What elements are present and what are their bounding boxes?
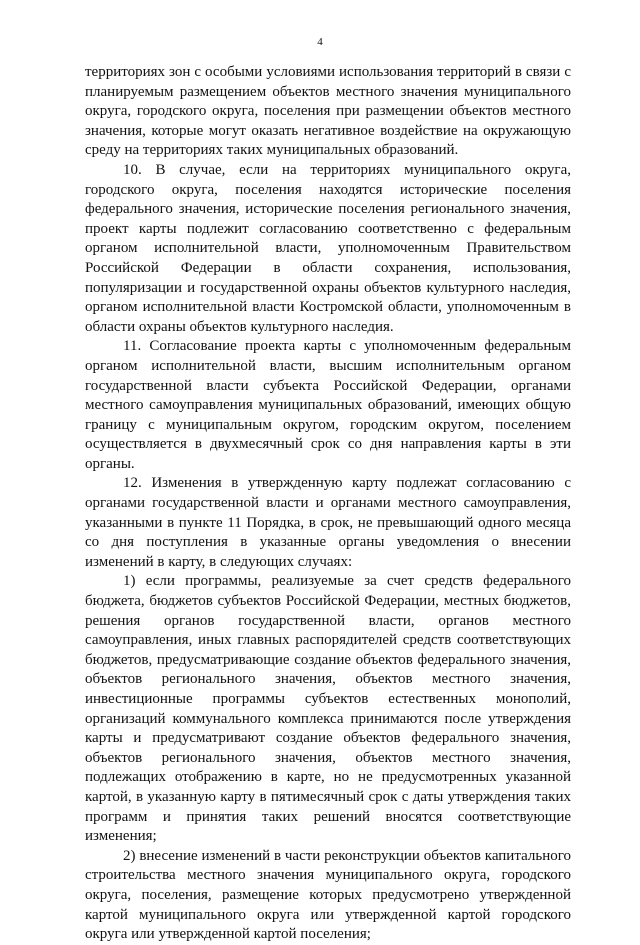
document-body [85, 63, 571, 945]
page-number: 4 [317, 36, 323, 48]
subitem-2: 2) внесение изменений в части реконструкции объектов капитального строительства местного значения муниципального округа, городского округа, поселения, размещение которых предусмотрено утвержденной картой муниципального округа или утвержденной картой городского округа или утвержденной картой поселения; [85, 847, 571, 943]
paragraph-12: 12. Изменения в утвержденную карту подлежат согласованию с органами государственной власти и органами местного самоуправления, указанными в пункте 11 Порядка, в срок, не превышающий одного месяца со дня поступления в указанные органы уведомления о внесении изменений в карту, в следующих случаях: [85, 475, 571, 570]
paragraph-10: 10. В случае, если на территориях муниципального округа, городского округа, поселения находятся исторические поселения федерального значения, исторические поселения регионального значения, проект карты подлежит согласованию соответственно с федеральным органом исполнительной власти, уполномоченным Правительством Российской Федерации в области сохранения, использования, популяризации и государственной охраны объектов культурного наследия, органом исполнительной власти Костромской области, уполномоченным в области охраны объектов культурного наследия. [85, 161, 571, 335]
paragraph-continuation: территориях зон с особыми условиями использования территорий в связи с планируемым размещением объектов местного значения муниципального округа, городского округа, поселения при размещении объектов местного значения, которые могут оказать негативное воздействие на окружающую среду на территориях таких муниципальных образований. [85, 64, 571, 159]
paragraph-11: 11. Согласование проекта карты с уполномоченным федеральным органом исполнительной власти, высшим исполнительным органом государственной власти субъекта Российской Федерации, органами местного самоуправления муниципальных образований, имеющих общую границу с муниципальным округом, городским округом, поселением осуществляется в двухмесячный срок со дня направления карты в эти органы. [85, 338, 571, 472]
subitem-1: 1) если программы, реализуемые за счет средств федерального бюджета, бюджетов субъектов Российской Федерации, местных бюджетов, решения органов государственной власти, органов местного самоуправления, иных главных распорядителей средств соответствующих бюджетов, предусматривающие создание объектов федерального значения, объектов регионального значения, объектов местного значения, инвестиционные программы субъектов естественных монополий, организаций коммунального комплекса принимаются после утверждения карты и предусматривают создание объектов федерального значения, объектов регионального значения, объектов местного значения, подлежащих отображению в карте, но не предусмотренных указанной картой, в указанную карту в пятимесячный срок с даты утверждения таких программ и принятия таких решений вносятся соответствующие изменения; [85, 573, 571, 845]
